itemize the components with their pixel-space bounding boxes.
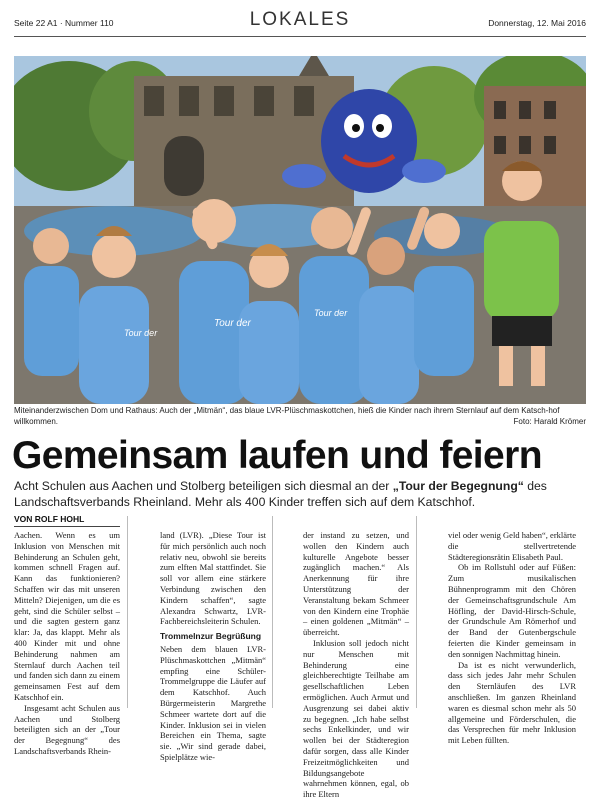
paragraph: Aachen. Wenn es um Inklusion von Menschen mit Behinderung an Schulen geht, kommen schnell Fragen auf. Kann das funktionieren? Schaffen wir das mit unseren Mitteln? Diejenigen, um die es geht, sind die Schüler selbst – und die sagten gestern ganz klar: Ja, das klappt. Mehr als 400 Kinder mit und ohne Behinderung nahmen am Sternlauf durch Aachen teil und fanden sich dann zu einem gemeinsamen Fest auf dem Katschhof ein. (14, 530, 120, 702)
svg-text:Tour der: Tour der (124, 328, 158, 338)
paragraph: Insgesamt acht Schulen aus Aachen und Stolberg beteiligten sich an der „Tour der Begegnung“ des Landschaftsverbands Rhein- (14, 702, 120, 756)
text-column-1 (14, 530, 120, 757)
paragraph: der instand zu setzen, und wollen den Kindern auch kulturelle Angebote besser zugänglich machen.“ Als Anerkennung für ihre Unterstützung der Veranstaltung bekam Schmeer von den Kindern eine Trophäe – einen goldenen „Mitmän“ – überreicht. (303, 530, 409, 638)
svg-text:Tour der: Tour der (314, 308, 348, 318)
article-headline: Gemeinsam laufen und feiern (12, 434, 542, 477)
page-number-info: Seite 22 A1 · Nummer 110 (14, 18, 114, 28)
column-divider (272, 516, 273, 708)
paragraph: Neben dem blauen LVR-Plüschmaskottchen „Mitmän“ empfing eine Schüler-Trommelgruppe die Läufer auf dem Katschhof. Auch Bürgermeisterin Margrethe Schmeer wartete dort auf die Kinder. Inklusion sei in vielen Bereichen ein Thema, sagte sie. „Wir sind gerade dabei, Spielplätze wie- (160, 643, 266, 762)
article-photo (14, 56, 586, 404)
paragraph: Ob im Rollstuhl oder auf Füßen: Zum musikalischen Bühnenprogramm mit den Chören der Gemeinschaftsgrundschule Am Höfling, der David-Hirsch-Schule, der Grundschule Am Römerhof und der Band der Gutenbergschule feierten die Kinder gemeinsam in den sonnigen Nachmittag hinein. (448, 562, 576, 659)
lead-text-end: des Landschaftsverbands Rheinland. Mehr als 400 Kinder treffen sich auf dem Katschhof. (14, 479, 547, 509)
issue-date: Donnerstag, 12. Mai 2016 (488, 18, 586, 28)
photo-credit: Foto: Harald Krömer (513, 416, 586, 426)
lead-text-bold: „Tour der Begegnung“ (392, 479, 524, 493)
section-title: LOKALES (249, 9, 351, 30)
paragraph: Da ist es nicht verwunderlich, dass sich jedes Jahr mehr Schulen den Sternläufen des LVR anschließen. Im ganzen Rheinland waren es diesmal schon mehr als 50 allgemeine und Förderschulen, die das Versprechen für mehr Inklusion mit Leben füllten. (448, 659, 576, 746)
photo-caption (14, 406, 586, 427)
column-divider (127, 516, 128, 708)
paragraph: Inklusion soll jedoch nicht nur Menschen mit Behinderung eine gleichberechtigte Teilhabe am gesellschaftlichen Leben ermöglichen. Auch Armut und Ausgrenzung sei dabei aktiv zu begegnen. „Ich habe selbst sechs Enkelkinder, und wir wollen bei der Städteregion dafür sorgen, dass alle Kinder Freizeitmöglichkeiten und Bildungsangebote wahrnehmen können, egal, ob ihre Eltern (303, 637, 409, 800)
paragraph: viel oder wenig Geld haben“, erklärte die stellvertretende Städteregionsrätin Elisabeth Paul. (448, 530, 576, 562)
lead-text-start: Acht Schulen aus Aachen und Stolberg beteiligen sich diesmal an der (14, 479, 393, 493)
column-divider (416, 516, 417, 708)
caption-text: Miteinanderzwischen Dom und Rathaus: Auch der „Mitmän“, das blaue LVR-Plüschmaskottchen, hieß die Kinder nach ihrem Sternlauf auf dem Katsch-hof willkommen. (14, 406, 560, 426)
text-column-3 (303, 530, 409, 800)
page-header (14, 6, 586, 38)
subheading: Trommelnzur Begrüßung (160, 631, 262, 642)
text-column-2 (160, 530, 266, 763)
paragraph: land (LVR). „Diese Tour ist für mich persönlich auch noch relativ neu, obwohl sie bereits zum elften Mal stattfindet. Sie soll vor allem eine stärkere Verbindung zwischen den Kindern schaffen“, sagte Alexandra Schwartz, LVR-Fachbereichsleiterin Schulen. (160, 530, 266, 627)
svg-text:Tour der: Tour der (214, 318, 251, 329)
header-rule (14, 36, 586, 37)
byline: VON ROLF HOHL (14, 514, 120, 527)
article-lead (14, 478, 586, 510)
